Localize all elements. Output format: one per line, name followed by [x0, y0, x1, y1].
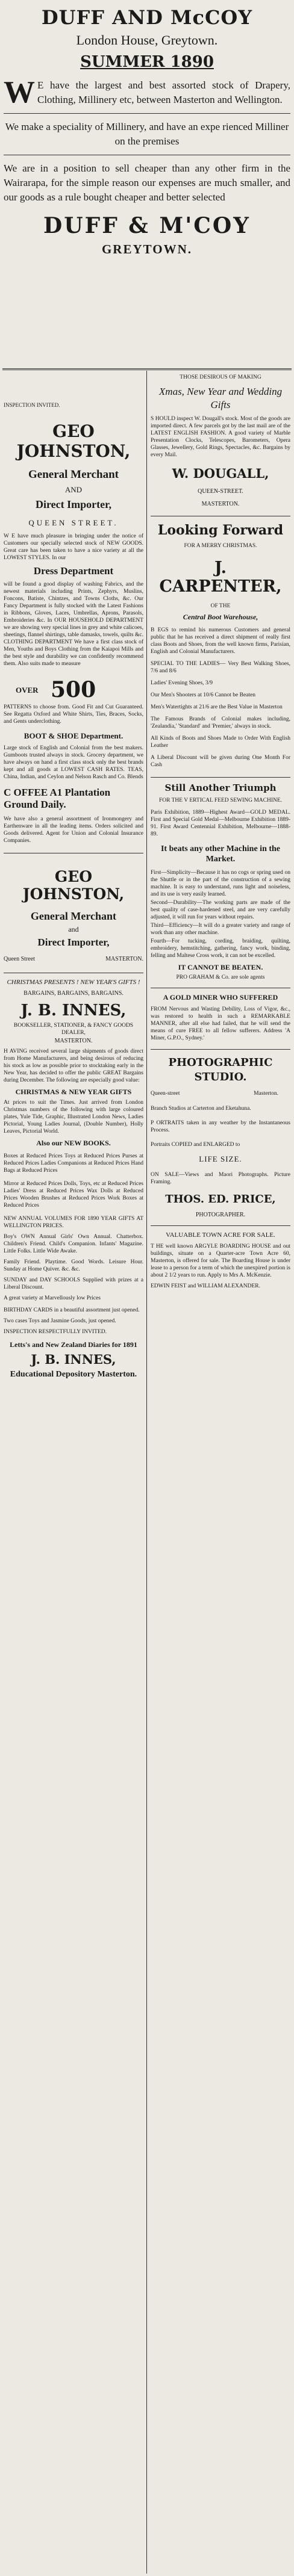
bookseller-line: BOOKSELLER, STATIONER, & FANCY GOODS DEALER, — [13, 1023, 134, 1036]
merry-christmas: FOR A MERRY CHRISTMAS. — [184, 543, 257, 549]
educational-depository: Educational Depository Masterton. — [10, 1370, 137, 1379]
liberal-discount: A Liberal Discount will be given during One Month For Cash — [151, 755, 290, 768]
position-text: We are in a position to sell cheaper than any other firm in the Wairarapa, for the simple reason our expenses are much smaller, and our goods as a rule bought cheaper and better selected — [4, 163, 290, 203]
duff-mccoy-intro — [4, 75, 290, 110]
views-sale: ON SALE—Views and Maori Photographs. Picture Framing. — [151, 1172, 290, 1185]
duff-mccoy-advert — [4, 4, 290, 257]
graham-agents: PRO GRAHAM & Co. are sole agents — [176, 974, 265, 980]
reduced-list: Boxes at Reduced Prices Toys at Reduced Prices Purses at Reduced Prices Ladies Companions at Reduced Prices Hand Bags at Reduced Prices — [4, 1153, 143, 1174]
intro-drop-cap: W — [4, 75, 35, 110]
portraits-text: P ORTRAITS taken in any weather by the Instantaneous Process. — [151, 1120, 290, 1133]
divider — [151, 777, 290, 778]
dougall-name: W. DOUGALL, — [172, 466, 269, 481]
central-boot-warehouse: Central Boot Warehouse, — [183, 613, 258, 621]
duff-mccoy-subtitle: London House, Greytown. — [76, 33, 218, 48]
studio-town: Masterton. — [254, 1091, 278, 1097]
column-rule — [146, 371, 147, 2574]
carpenter-name: J. CARPENTER, — [159, 559, 282, 596]
still-another-triumph: Still Another Triumph — [164, 782, 277, 793]
bargains-line: BARGAINS, BARGAINS, BARGAINS. — [23, 990, 124, 997]
address-line — [4, 956, 143, 964]
studio-street: Queen-street — [151, 1091, 180, 1097]
boys-list: Boy's OWN Annual Girls' Own Annual. Chatterbox. Children's Friend. Child's Companion. Infants' Magazine. Little Folks. Little Wide Awake. — [4, 1234, 143, 1254]
gold-miner: A GOLD MINER WHO SUFFERED — [163, 993, 278, 1002]
dougall-text: S HOULD inspect W. Dougall's stock. Most of the goods are imported direct. A few parcels got by the last mail are of the LATEST ENGLISH FASHION. A good variety of Marble Presentation Clocks, Telescopes, Barometers, Opera Glasses, Jewellery, Gold Rings, Spectacles, &c. Bargains by every Mail. — [151, 416, 290, 458]
cannot-be-beaten: IT CANNOT BE BEATEN. — [178, 963, 263, 971]
famous-brands: The Famous Brands of Colonial makes including, 'Zealandia,' 'Standard' and 'Premier,' always in stock. — [151, 716, 290, 729]
christmas-presents: CHRISTMAS PRESENTS ! NEW YEAR'S GIFTS ! — [7, 979, 140, 986]
xmas-gifts: Xmas, New Year and Wedding Gifts — [158, 386, 283, 410]
birthday-cards: BIRTHDAY CARDS in a beautiful assortment just opened. — [4, 1307, 140, 1313]
johnston-name-2: GEO JOHNSTON, — [22, 868, 125, 903]
and-text-2: and — [68, 925, 79, 933]
greytown: GREYTOWN. — [101, 242, 193, 256]
evening-shoes: Ladies' Evening Shoes, 3/9 — [151, 680, 213, 686]
diaries: Letts's and New Zealand Diaries for 1891 — [10, 1340, 137, 1349]
signers: EDWIN FEIST and WILLIAM ALEXANDER. — [151, 1283, 260, 1289]
branch-studios: Branch Studios at Carterton and Eketahuna. — [151, 1106, 251, 1112]
new-books: Also our NEW BOOKS. — [36, 1139, 111, 1147]
studio-address — [151, 1091, 290, 1098]
innes-text-2: At prices to suit the Times. Just arrived from London Christmas numbers of the following with large coloured plates, Yule Tide, Graphic, Illustrated London News, Ladies Pictorial, Young Ladies Journal, (Double Number), Holly Leaves, Pictorial World. — [4, 1100, 143, 1135]
looking-forward: Looking Forward — [157, 522, 284, 538]
page-rule — [2, 368, 292, 370]
sunday-schools: SUNDAY and DAY SCHOOLS Supplied with prizes at a Liberal Discount. — [4, 1277, 143, 1290]
duff-mccoy-title: DUFF AND McCOY — [41, 6, 253, 29]
johnston-name: GEO JOHNSTON, — [16, 421, 131, 461]
boot-heading: BOOT & SHOE Department. — [23, 731, 124, 740]
photographic-studio: PHOTOGRAPHIC STUDIO. — [168, 1056, 273, 1083]
general-merchant: General Merchant — [28, 468, 119, 481]
dress-heading: Dress Department — [33, 565, 114, 577]
direct-importer-2: Direct Importer, — [37, 937, 110, 948]
right-column — [151, 374, 290, 1290]
inspection-invited-2: INSPECTION RESPECTFULLY INVITED. — [4, 1329, 107, 1335]
life-size: LIFE SIZE. — [199, 1154, 242, 1163]
over-label: OVER — [16, 686, 39, 695]
dougall-street: QUEEN-STREET. — [198, 488, 243, 495]
boot-text: Large stock of English and Colonial from the best makers. Gumboots trusted always in stock. Grocery department, we have always on hand a first class stock only the best brands kept and all goods at LOWEST CASH RATES. TEAS, China, Indian, and Ceylon and Nelson Rasch and Co. Blends — [4, 745, 143, 780]
fourth-point: Fourth—For tucking, cording, braiding, quilting, embroidery, hemstitching, gathering, fancy work, binding, felling and Maltese Cross work, it can not be excelled. — [151, 938, 290, 959]
patterns-text: PATTERNS to choose from. Good Fit and Cut Guaranteed. See Regatta Oxford and White Shirts, Ties, Braces, Socks, and Gents underclothing. — [4, 704, 143, 725]
great-variety: A great variety at Marvellously low Prices — [4, 1295, 101, 1301]
of-the: OF THE — [210, 603, 231, 609]
queen-street-2: Queen Street — [4, 956, 35, 962]
inspection-invited: INSPECTION INVITED. — [4, 402, 60, 408]
vertical-feed: FOR THE V ERTICAL FEED SEWING MACHINE. — [158, 797, 283, 803]
annual-heading: NEW ANNUAL VOLUMES FOR 1890 YEAR GIFTS AT WELLINGTON PRICES. — [4, 1216, 143, 1229]
second-point: Second—Durability—The working parts are made of the best quality of case-hardened steel, and are very carefully adjusted, it will run for years without repairs. — [151, 900, 290, 920]
innes-name: J. B. INNES, — [20, 1002, 127, 1020]
divider — [151, 1225, 290, 1226]
made-to-order: All Kinds of Boots and Shoes Made to Order With English Leather — [151, 735, 290, 749]
price-name: THOS. ED. PRICE, — [165, 1193, 276, 1206]
patterns-number: 500 — [51, 677, 96, 702]
innes-text: H AVING received several large shipments of goods direct from Home Manufacturers, and being desirous of reducing his stock as low as possible prior to stocktaking early in the New Year, has decided to offer the public GREAT Bargains during December. The following are especially good value: — [4, 1048, 143, 1083]
town-acre-heading: VALUABLE TOWN ACRE FOR SALE. — [166, 1231, 275, 1239]
patterns-banner — [4, 677, 143, 701]
town-acre-text: T HE well known ARGYLE BOARDING HOUSE and out buildings, situate on a Quarter-acre Town Acre 60, Masterton, is offered for sale. The Boarding House is under lease to a person for a term of which the unexpired portion is about 2 1/2 years to run. Apply to Mrs A. McKenzie. — [151, 1243, 290, 1278]
mirror-list: Mirror at Reduced Prices Dolls, Toys, etc at Reduced Prices Ladies' Dress at Reduced Prices Wax Dolls at Reduced Prices Wooden Brushes at Reduced Prices Work Boxes at Reduced Prices — [4, 1181, 143, 1209]
ironmongery-text: We have also a general assortment of Ironmongery and Earthenware in all the leading items. Orders solicited and Goods delivered. Agent for Union and Colonial Insurance Companies. — [4, 816, 143, 844]
enlarged: Portraits COPIED and ENLARGED to — [151, 1142, 240, 1148]
innes-town: MASTERTON. — [54, 1038, 93, 1044]
intro-text: E have the largest and best assorted stock of Drapery, Clothing, Millinery etc, between Masterton and Wellington. — [37, 79, 290, 105]
family-list: Family Friend. Playtime. Good Words. Leisure Hour. Sunday at Home Quiver. &c. &c. — [4, 1259, 143, 1272]
direct-importer: Direct Importer, — [36, 498, 111, 510]
exhibition-awards: Paris Exhibition, 1889—Highest Award—GOLD MEDAL. First and Special Gold Medal—Melbourne Exhibition 1889-91. First Award Centennial Exhibition, Melbourne—1888-89. — [151, 810, 290, 837]
millinery-text: We make a speciality of Millinery, and have an expe rienced Milliner on the premises — [5, 121, 289, 147]
divider — [4, 113, 290, 114]
johnston-intro: W E have much pleasure in bringing under the notice of Customers our specially selected stock of NEW GOODS. Great care has been taken to have a nice variety at all the LOWEST STYLES. In our — [4, 533, 143, 561]
queen-street: QUEEN STREET. — [28, 518, 119, 527]
carpenter-text: B EGS to remind his numerous Customers and general public that he has received a direct shipment of really first class Boots and Shoes, from the well known firms, Parisian, English and Colonial Manufacturers. — [151, 627, 290, 655]
photographer: PHOTOGRAPHER. — [195, 1212, 246, 1218]
season-heading: SUMMER 1890 — [80, 53, 214, 71]
innes-name-2: J. B. INNES, — [31, 1352, 116, 1367]
watertights: Men's Watertights at 21/6 are the Best Value in Masterton — [151, 704, 283, 710]
those-desirous: THOSE DESIROUS OF MAKING — [180, 374, 261, 380]
duff-mccoy-firm: DUFF & M'COY — [43, 213, 251, 238]
general-merchant-2: General Merchant — [30, 910, 117, 922]
gold-miner-text: FROM Nervous and Wasting Debility, Loss of Vigor, &c., was restored to health in such a REMARKABLE MANNER, after all else had failed, that he will send the means of cure FREE to all fellow sufferers. Address 'A Miner, G.P.O., Sydney.' — [151, 1006, 290, 1041]
left-column — [4, 374, 143, 1380]
toys-cases: Two cases Toys and Jasmine Goods, just opened. — [4, 1318, 116, 1324]
beats-any: It beats any other Machine in the Market. — [160, 844, 281, 864]
and-text: AND — [64, 485, 83, 494]
first-point: First—Simplicity—Because it has no cogs or spring used on the Shuttle or in the part of the construction of a sewing machine. It is easy to understand, runs light and noiseless, and its use is very easily learned. — [151, 870, 290, 897]
dougall-town: MASTERTON. — [201, 501, 240, 507]
masterton-2: MASTERTON. — [105, 956, 143, 962]
third-point: Third—Efficiency—It will do a greater variety and range of work than any other machine. — [151, 923, 290, 936]
mens-shooters: Our Men's Shooters at 10/6 Cannot be Beaten — [151, 692, 256, 698]
dress-text: will be found a good display of washing Fabrics, and the newest materials including Prints, Zephyrs, Muslins, Foncons, Batiste, Chintzes, and Towns Cloths, &c. Our Fancy Department is fully stocked with the Latest Fashions in Ribbons, Gloves, Laces, Umbrellas, Aprons, Parasols, Embroideries &c. In OUR HOUSEHOLD DEPARTMENT we are showing very special lines in grey and white calicoes, sheetings, flannel shirtings, table damasks, towels, quilts &c. CLOTHING DEPARTMENT We have a first class stock of Men, Youths and Boys Clothing from the Kaiapoi Mills and the best style and durability we can confidently recommend them. Also suits made to measure — [4, 581, 143, 667]
divider — [151, 1049, 290, 1050]
special-ladies: SPECIAL TO THE LADIES— Very Best Walking Shoes, 7/6 and 8/6 — [151, 661, 290, 674]
xmas-gifts-heading: CHRISTMAS & NEW YEAR GIFTS — [15, 1088, 132, 1096]
coffee-line: C OFFEE A1 Plantation Ground Daily. — [4, 787, 111, 810]
